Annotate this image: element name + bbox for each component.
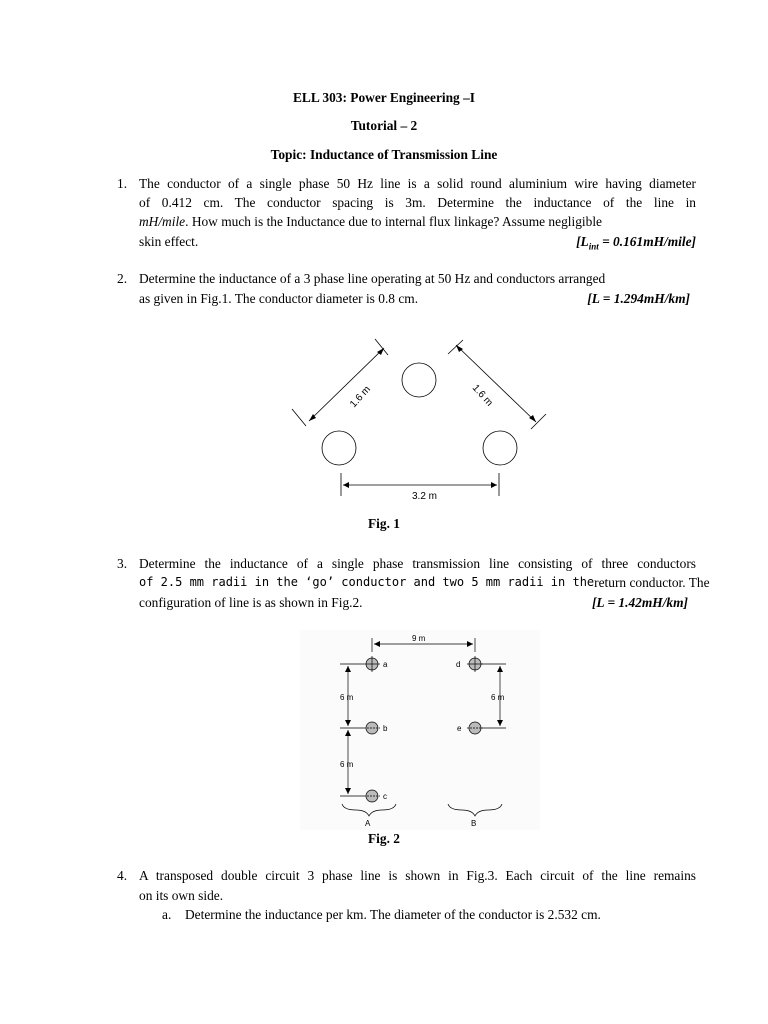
q4-line1: A transposed double circuit 3 phase line is shown in Fig.3. Each circuit of the line remains <box>139 868 696 883</box>
q1-line1: The conductor of a single phase 50 Hz line is a solid round aluminium wire having diameter <box>139 176 696 191</box>
q4-number: 4. <box>117 868 128 883</box>
fig2-left-bottom-label: 6 m <box>340 760 354 769</box>
q1-answer-value: = 0.161mH/mile] <box>598 234 696 249</box>
q1-line4: skin effect. <box>139 234 199 249</box>
tutorial-title: Tutorial – 2 <box>350 118 418 133</box>
q4-sub-a-label: a. <box>162 907 172 922</box>
label-c: c <box>383 792 387 801</box>
q3-answer <box>592 595 688 611</box>
q4-sub-a: Determine the inductance per km. The diameter of the conductor is 2.532 cm. <box>185 907 601 922</box>
q3-line2-part2: return conductor. The <box>594 575 710 590</box>
q1-unit: mH/mile <box>139 214 186 229</box>
figure-1 <box>280 330 550 510</box>
q1-number: 1. <box>117 176 128 191</box>
q1-line3 <box>139 214 696 230</box>
topic-title: Topic: Inductance of Transmission Line <box>270 147 498 162</box>
figure-2 <box>300 630 540 830</box>
label-e: e <box>457 724 462 733</box>
q1-answer-symbol: [L <box>576 234 589 249</box>
fig1-bottom-label: 3.2 m <box>412 491 438 502</box>
q3-number: 3. <box>117 556 128 571</box>
label-d: d <box>456 660 461 669</box>
q3-line3: configuration of line is as shown in Fig.2. <box>139 595 363 610</box>
q4-line2: on its own side. <box>139 888 224 903</box>
dimension-left <box>309 348 384 421</box>
q2-line2: as given in Fig.1. The conductor diameter is 0.8 cm. <box>139 291 419 306</box>
q1-answer <box>576 234 696 252</box>
course-title: ELL 303: Power Engineering –I <box>292 90 476 105</box>
q2-answer <box>587 291 690 307</box>
q3-line2 <box>139 575 710 591</box>
q3-answer-value: [L = 1.42mH/km] <box>591 595 688 610</box>
fig1-left-label: 1.6 m <box>348 384 373 411</box>
q2-answer-value: [L = 1.294mH/km] <box>587 291 690 306</box>
group-b-label: B <box>471 819 477 828</box>
fig2-top-label: 9 m <box>412 634 426 643</box>
q2-number: 2. <box>117 271 128 286</box>
q1-answer-sub: int <box>588 241 599 252</box>
q1-line3-text: . How much is the Inductance due to internal flux linkage? Assume negligible <box>185 214 602 229</box>
q1-line2: of 0.412 cm. The conductor spacing is 3m. Determine the inductance of the line in <box>139 195 696 210</box>
conductor-right <box>483 431 517 465</box>
q2-line1: Determine the inductance of a 3 phase line operating at 50 Hz and conductors arranged <box>139 271 606 286</box>
fig2-caption: Fig. 2 <box>368 831 400 846</box>
fig2-right-label: 6 m <box>491 693 505 702</box>
q3-line1: Determine the inductance of a single phase transmission line consisting of three conductors <box>139 556 696 571</box>
fig1-caption: Fig. 1 <box>368 516 400 531</box>
fig1-right-label: 1.6 m <box>469 382 495 409</box>
q3-line2-part1: of 2.5 mm radii in the ‘go’ conductor and two 5 mm radii in the <box>139 575 595 589</box>
group-a-label: A <box>365 819 371 828</box>
label-b: b <box>383 724 388 733</box>
conductor-left <box>322 431 356 465</box>
dimension-right <box>456 345 536 422</box>
fig2-left-top-label: 6 m <box>340 693 354 702</box>
label-a: a <box>383 660 388 669</box>
conductor-top <box>402 363 436 397</box>
